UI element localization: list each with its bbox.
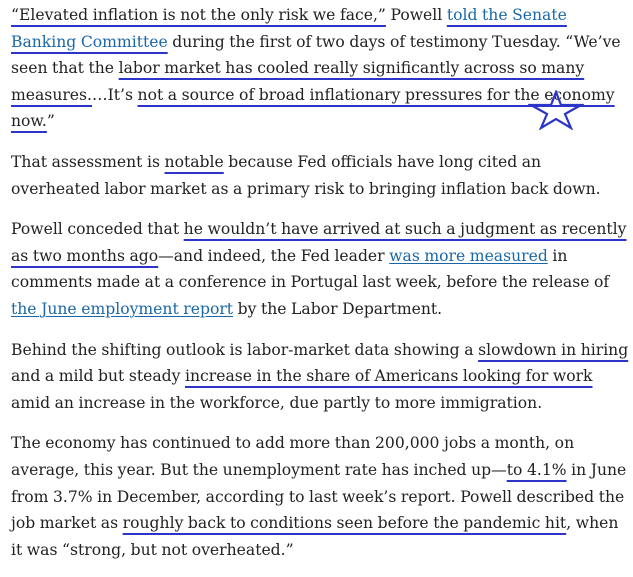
text: Behind the shifting outlook is labor-market data showing a — [11, 340, 479, 359]
paragraph-2 — [11, 149, 629, 202]
highlight-quote-elevated-inflation: “Elevated inflation is not the only risk we face,” — [11, 6, 386, 24]
paragraph-4 — [11, 337, 629, 417]
text: , when it was “strong, but not overheated.” — [11, 514, 619, 559]
highlight-slowdown-in-hiring: slowdown in hiring — [478, 340, 629, 359]
text: during the first of two days of testimony Tuesday. “We’ve seen that the — [11, 32, 621, 78]
text: ” — [46, 112, 55, 131]
text: That assessment is — [11, 152, 165, 171]
highlight-back-to-prepandemic: roughly back to conditions seen before the pandemic hit — [122, 514, 567, 533]
text: Powell — [385, 6, 447, 24]
text: by the Labor Department. — [233, 299, 443, 318]
text: —and indeed, the Fed leader — [158, 246, 390, 265]
star-annotation-shape — [531, 92, 581, 128]
highlight-not-a-source: not a source of broad inflationary pressures for the economy now. — [11, 85, 615, 131]
text: …It’s — [92, 85, 138, 104]
text: because Fed officials have long cited an overheated labor market as a primary risk to bringing inflation back down. — [11, 152, 601, 198]
text: in comments made at a conference in Portugal last week, before the release of — [11, 246, 610, 292]
highlight-notable: notable — [164, 152, 224, 171]
star-icon — [528, 90, 584, 130]
text: amid an increase in the workforce, due partly to more immigration. — [11, 393, 543, 412]
highlight-labor-market-cooled: labor market has cooled really significantly across so many measures. — [11, 59, 585, 104]
article-body — [11, 2, 629, 577]
text: The economy has continued to add more than 200,000 jobs a month, on average, this year. But the unemployment rate has inched up— — [11, 434, 575, 479]
link-senate-banking-committee[interactable]: told the Senate Banking Committee — [11, 6, 567, 51]
highlight-two-months-ago: he wouldn’t have arrived at such a judgment as recently as two months ago — [11, 220, 627, 265]
link-was-more-measured[interactable]: was more measured — [389, 246, 548, 265]
text: and a mild but steady — [11, 367, 186, 386]
text: in June from 3.7% in December, according to last week’s report. Powell described the job market as — [11, 460, 627, 533]
text: Powell conceded that — [11, 220, 184, 239]
highlight-share-looking-for-work: increase in the share of Americans looking for work — [185, 367, 593, 386]
paragraph-5 — [11, 430, 629, 563]
link-june-employment-report[interactable]: the June employment report — [11, 299, 234, 318]
highlight-to-4-1-percent: to 4.1% — [506, 460, 567, 479]
paragraph-3 — [11, 216, 629, 322]
